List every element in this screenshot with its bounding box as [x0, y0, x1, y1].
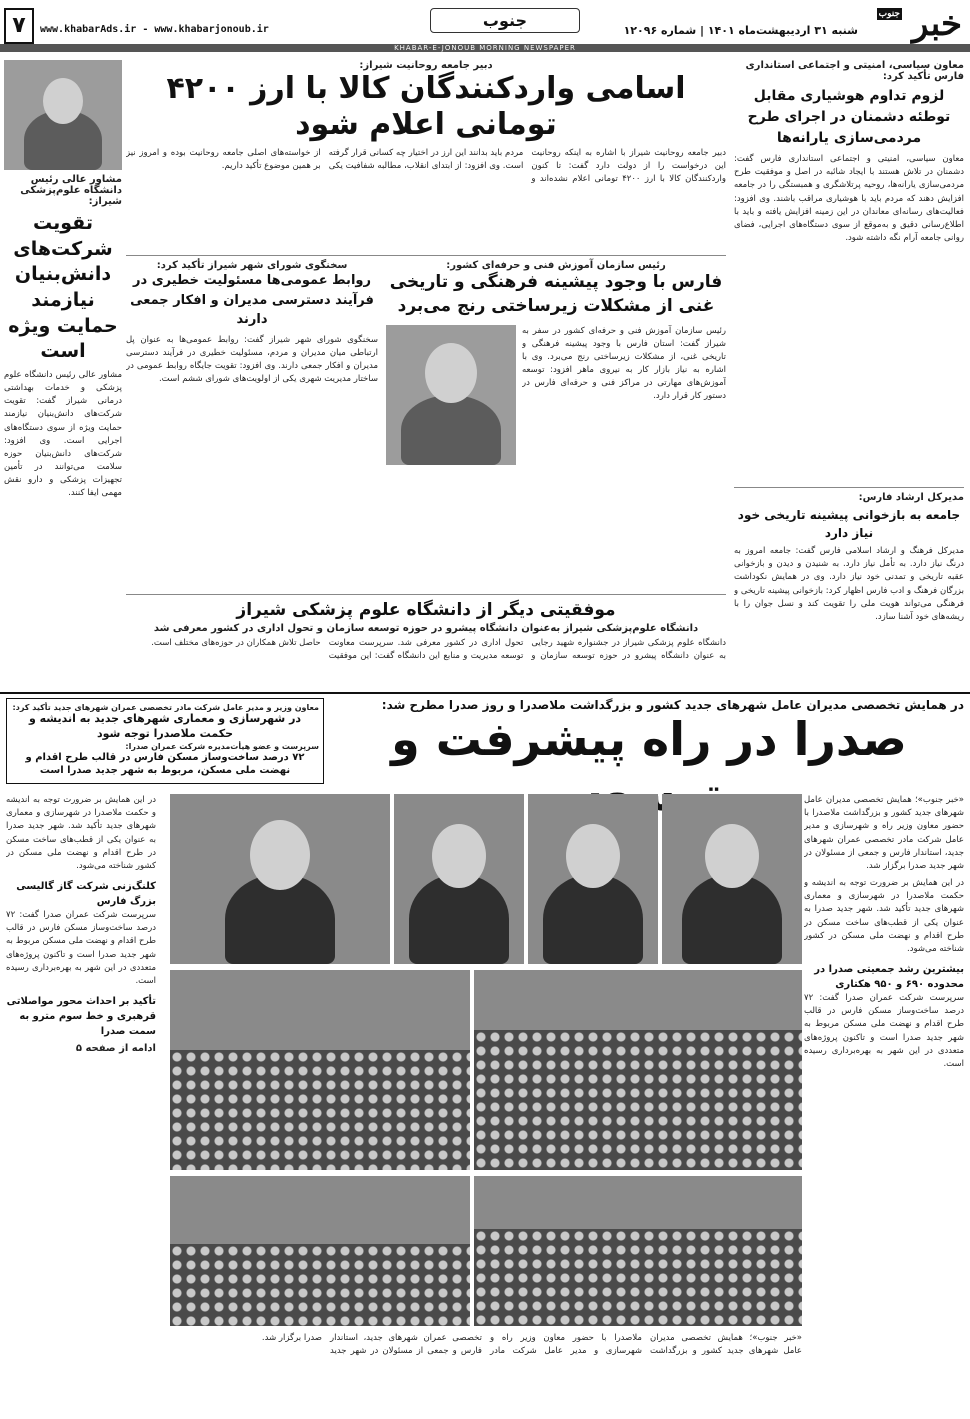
person-head [43, 78, 83, 124]
article-headline[interactable]: موفقیتی دیگر از دانشگاه علوم پزشکی شیراز [236, 600, 616, 620]
article-kicker: دبیر جامعه روحانیت شیراز: [359, 60, 493, 71]
feature-subhead[interactable]: تأکید بر احداث محور مواصلاتی قرهبری و خط سوم مترو به سمت صدرا [6, 996, 156, 1038]
feature-headline[interactable]: صدرا در راه پیشرفت و [391, 712, 907, 766]
article-body: مدیرکل فرهنگ و ارشاد اسلامی فارس گفت: جامعه امروز به درنگ نیاز دارد. به تأمل نیاز دارد. به شنیدن و دیدن و بازخوانی عقبه تاریخی و تمدنی خود نیاز دارد. وی در همایش نکوداشت بزرگان فرهنگ و ادب فارس اظهار کرد: بازخوانی پیشینه تاریخی و فرهنگی می‌تواند هویت ملی را تقویت کند و نسل جوان را با ریشه‌های خود آشنا سازد. [734, 546, 964, 622]
crowd [170, 1050, 470, 1170]
crowd [474, 1030, 802, 1170]
masthead-strip: KHABAR-E-JONOUB MORNING NEWSPAPER [0, 44, 970, 52]
crowd [170, 1244, 470, 1327]
masthead [0, 0, 970, 52]
article-body: سخنگوی شورای شهر شیراز گفت: روابط عمومی‌ها به عنوان پل ارتباطی میان مدیران و مردم، مسئولیت خطیری در فرآیند دسترسی مدیران و افکار جمعی دارند. وی افزود: تقویت جایگاه روابط عمومی در ساختار مدیریت شهری یکی از اولویت‌های شورای ششم است. [126, 334, 378, 385]
event-photo [170, 1176, 470, 1326]
article-headline[interactable]: جامعه به بازخوانی پیشینه تاریخی خود نیاز دارد [737, 508, 961, 540]
feature-subhead[interactable]: بیشترین رشد جمعیتی صدرا در محدوده ۶۹۰ و ۹۵۰ هکتاری [814, 964, 964, 991]
portrait-photo [394, 794, 524, 964]
divider [734, 487, 964, 488]
ceremony-photo [474, 1176, 802, 1326]
article-body: معاون سیاسی، امنیتی و اجتماعی استانداری فارس گفت: دشمنان در تلاش هستند با ایجاد شائبه در اصل و موفقیت طرح مردمی‌سازی یارانه‌ها، روحیه پرتلاشگری و همبستگی را در جامعه افزایش دهند که مردم باید با هوشیاری مراقب باشند. وی افزود: فعالیت‌های رسانه‌ای معاندان در این زمینه افزایش یافته و باید با اطلاع‌رسانی دقیق و به‌موقع از سوی دستگاه‌های اجرایی، فضای روانی جامعه آرام نگه داشته شود. [734, 154, 964, 244]
article-kicker: مشاور عالی رئیس دانشگاه علوم‌پزشکی شیراز: [20, 174, 122, 207]
section-name: جنوب [430, 8, 580, 33]
article-kicker: سخنگوی شورای شهر شیراز تأکید کرد: [156, 260, 348, 271]
feature-kicker: در همایش تخصصی مدیران عامل شهرهای جدید کشور و بزرگداشت ملاصدرا و روز صدرا مطرح شد: [381, 698, 964, 712]
sidebar-kicker: معاون وزیر و مدیر عامل شرکت مادر تخصصی عمران شهرهای جدید تأکید کرد: [12, 703, 319, 712]
sidebar-headline[interactable]: ۷۲ درصد ساخت‌وساز مسکن فارس در قالب طرح اقدام و نهضت ملی مسکن، مربوط به شهر جدید صدرا است [25, 751, 305, 777]
continue-note: ادامه از صفحه ۵ [75, 1043, 156, 1055]
audience-photo [170, 970, 470, 1170]
article-body: دانشگاه علوم پزشکی شیراز در جشنواره شهید رجایی به عنوان دانشگاه پیشرو در حوزه توسعه سازمان و تحول اداری در کشور معرفی شد. سرپرست معاونت توسعه مدیریت و منابع این دانشگاه گفت: این موفقیت حاصل تلاش همکاران در حوزه‌های مختلف است. [151, 637, 726, 661]
feature-text-column [804, 794, 964, 1414]
article-subheadline: دانشگاه علوم‌پزشکی شیراز به‌عنوان دانشگاه پیشرو در حوزه توسعه سازمان و تحول اداری در کشور معرفی شد [153, 622, 699, 634]
left-column [4, 60, 122, 690]
divider [126, 594, 726, 595]
right-column [734, 60, 964, 690]
article-kicker: رئیس سازمان آموزش فنی و حرفه‌ای کشور: [446, 260, 666, 271]
feature-body: سرپرست شرکت عمران صدرا گفت: ۷۲ درصد ساخت‌وساز مسکن فارس در قالب طرح اقدام و نهضت ملی مسکن مربوط به شهر جدید صدرا است و تاکنون پروژه‌های متعددی در این شهر به بهره‌برداری رسیده است. [804, 993, 964, 1069]
article-headline[interactable]: روابط عمومی‌ها مسئولیت خطیری در فرآیند دسترسی مدیران و افکار جمعی دارند [130, 273, 374, 327]
portrait-photo [4, 60, 122, 170]
feature-body: در این همایش بر ضرورت توجه به اندیشه و حکمت ملاصدرا در شهرسازی و معماری شهرهای جدید تأکید شد. شهر جدید صدرا به عنوان یکی از قطب‌های ساخت مسکن در طرح اقدام و نهضت ملی مسکن در کشور شناخته می‌شود. [804, 878, 964, 954]
article-kicker: معاون سیاسی، امنیتی و اجتماعی استانداری فارس تأکید کرد: [745, 60, 964, 82]
person-head [566, 824, 620, 888]
logo-text: خبر [911, 4, 962, 44]
lead-headline[interactable]: اسامی واردکنندگان کالا با ارز ۴۲۰۰ تومانی اعلام شود [166, 71, 686, 142]
person-head [432, 824, 486, 888]
newspaper-logo[interactable] [862, 4, 962, 44]
divider [126, 255, 726, 256]
person-head [425, 343, 477, 403]
portrait-photo [662, 794, 802, 964]
feature-body: «خبر جنوب»؛ همایش تخصصی مدیران عامل شهرهای جدید کشور و بزرگداشت ملاصدرا با حضور معاون وزیر راه و شهرسازی و مدیر عامل شرکت مادر تخصصی عمران شهرهای جدید، استاندار فارس و جمعی از مسئولان در شهر جدید صدرا برگزار شد. [261, 1333, 802, 1357]
person-head [250, 820, 310, 890]
article-body: رئیس سازمان آموزش فنی و حرفه‌ای کشور در سفر به شیراز گفت: استان فارس با وجود پیشینه فرهنگی و تاریخی غنی، از مشکلات زیرساختی رنج می‌برد. وی با اشاره به نیاز بازار کار به نیروی ماهر افزود: توسعه آموزش‌های مهارتی در مراکز فنی و حرفه‌ای فارس در دستور کار قرار دارد. [522, 325, 726, 402]
official-photo [386, 325, 516, 465]
feature-text-column [6, 794, 156, 1414]
website-links[interactable]: www.khabarAds.ir - www.khabarjonoub.ir [40, 24, 269, 35]
article-headline[interactable]: لزوم تداوم هوشیاری مقابل توطئه دشمنان در اجرای طرح مردمی‌سازی یارانه‌ها [747, 88, 951, 146]
article-headline[interactable]: فارس با وجود پیشینه فرهنگی و تاریخی غنی از مشکلات زیرساختی رنج می‌برد [389, 272, 723, 316]
feature-body: «خبر جنوب»؛ همایش تخصصی مدیران عامل شهرهای جدید کشور و بزرگداشت ملاصدرا با حضور معاون وزیر راه و شهرسازی و مدیر عامل شرکت مادر تخصصی عمران شهرهای جدید، استاندار فارس و جمعی از مسئولان در شهر جدید صدرا برگزار شد. [804, 795, 964, 871]
page-number: ۷ [4, 8, 34, 44]
article-headline[interactable]: تقویت شرکت‌های دانش‌بنیان نیازمند حمایت ویژه است [8, 212, 118, 363]
article-body: دبیر جامعه روحانیت شیراز با اشاره به اینکه روحانیت این درخواست را از دولت دارد گفت: تا کنون واردکنندگان کالا با ارز ۴۲۰۰ تومانی اعلام نشده‌اند و مردم باید بدانند این ارز در اختیار چه کسانی قرار گرفته است. وی افزود: از ابتدای انقلاب، مطالبه شفافیت یکی از خواسته‌های اصلی جامعه روحانیت بوده و امروز نیز بر همین موضوع تأکید داریم. [126, 148, 726, 185]
article-body: مشاور عالی رئیس دانشگاه علوم پزشکی و خدمات بهداشتی درمانی شیراز گفت: تقویت شرکت‌های دانش‌بنیان نیازمند حمایت ویژه از سوی دستگاه‌های اجرایی است. وی افزود: شرکت‌های دانش‌بنیان حوزه سلامت می‌توانند در تأمین تجهیزات پزشکی و دارو نقش مهمی ایفا کنند. [4, 369, 122, 499]
sidebar-kicker: سرپرست و عضو هیأت‌مدیره شرکت عمران صدرا: [125, 741, 319, 751]
portrait-photo [170, 794, 390, 964]
logo-subtext: جنوب [878, 9, 900, 19]
portrait-photo [528, 794, 658, 964]
ribbon-cutting-photo [474, 970, 802, 1170]
feature-sidebar [6, 698, 324, 784]
issue-date: شنبه ۳۱ اردیبهشت‌ماه ۱۴۰۱ | شماره ۱۲۰۹۶ [623, 24, 858, 37]
feature-bottom-text [170, 1332, 802, 1416]
article-kicker: مدیرکل ارشاد فارس: [858, 492, 964, 503]
bottom-feature [0, 692, 970, 1419]
sidebar-headline[interactable]: در شهرسازی و معماری شهرهای جدید به اندیشه و حکمت ملاصدرا توجه شود [28, 712, 302, 740]
feature-subhead[interactable]: کلنگ‌زنی شرکت گاز گالیسی بزرگ فارس [16, 881, 156, 908]
center-column [126, 60, 726, 690]
feature-body: در این همایش بر ضرورت توجه به اندیشه و حکمت ملاصدرا در شهرسازی و معماری شهرهای جدید تأکید شد. شهر جدید صدرا به عنوان یکی از قطب‌های ساخت مسکن در طرح اقدام و نهضت ملی مسکن در کشور شناخته می‌شود. [6, 795, 156, 871]
crowd [474, 1229, 802, 1327]
feature-body: سرپرست شرکت عمران صدرا گفت: ۷۲ درصد ساخت‌وساز مسکن فارس در قالب طرح اقدام و نهضت ملی مسکن مربوط به شهر جدید صدرا است و تاکنون پروژه‌های متعددی در این شهر به بهره‌برداری رسیده است. [6, 910, 156, 986]
person-head [705, 824, 759, 888]
person-silhouette [401, 395, 501, 465]
